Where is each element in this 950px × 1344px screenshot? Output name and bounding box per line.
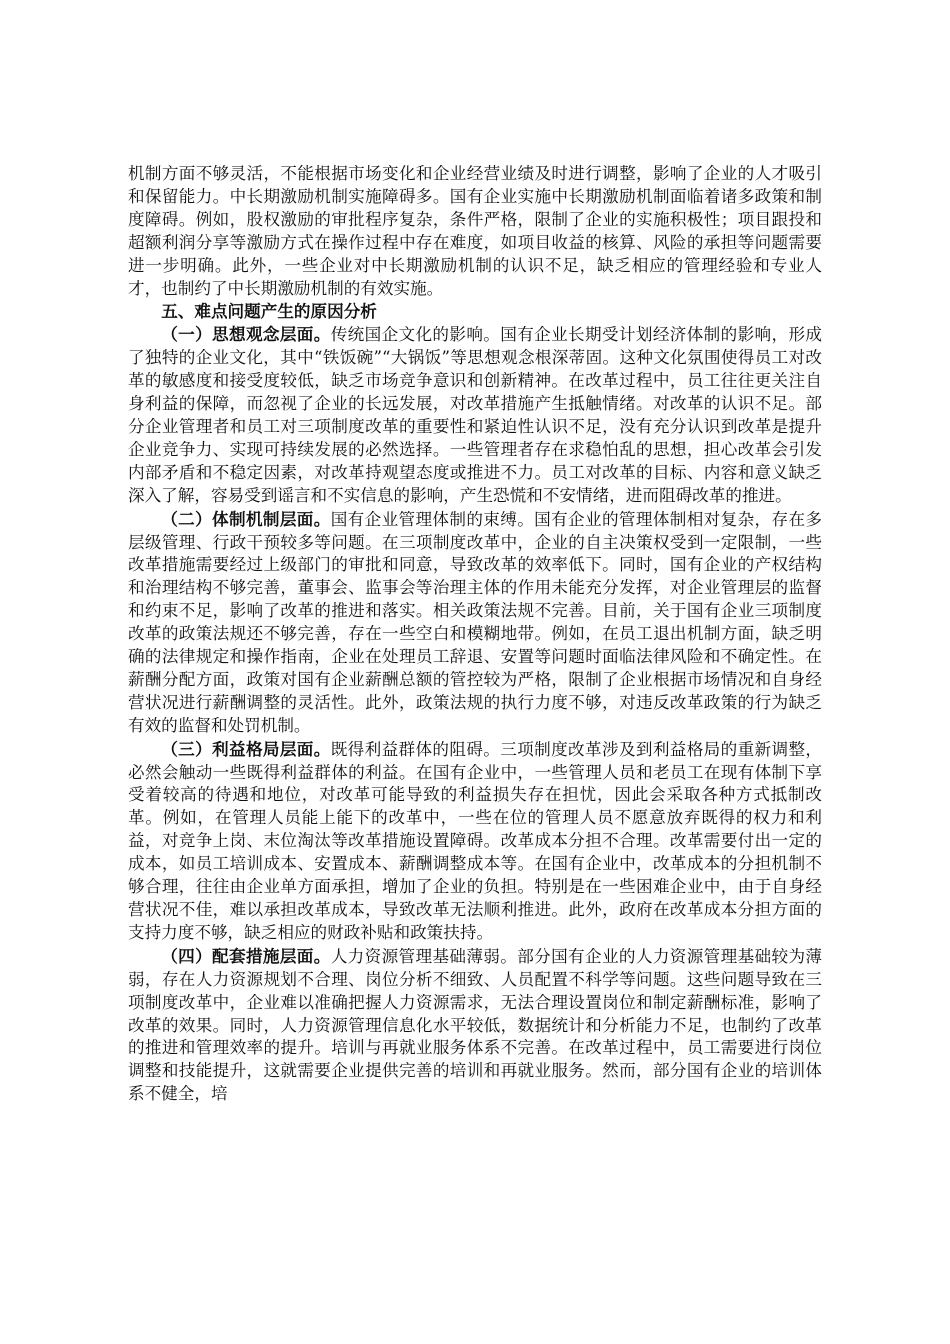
section-lead-3: （三）利益格局层面。 [161,738,331,759]
section-lead-1: （一）思想观念层面。 [161,324,331,345]
section-paragraph-1 [128,323,822,507]
section-paragraph-3 [128,738,822,945]
section-body-1: 传统国企文化的影响。国有企业长期受计划经济体制的影响，形成了独特的企业文化，其中“铁饭碗”“大锅饭”等思想观念根深蒂固。这种文化氛围使得员工对改革的敏感度和接受度较低，缺乏市场竞争意识和创新精神。在改革过程中，员工往往更关注自身利益的保障，而忽视了企业的长远发展，对改革措施产生抵触情绪。对改革的认识不足。部分企业管理者和员工对三项制度改革的重要性和紧迫性认识不足，没有充分认识到改革是提升企业竞争力、实现可持续发展的必然选择。一些管理者存在求稳怕乱的思想，担心改革会引发内部矛盾和不稳定因素，对改革持观望态度或推进不力。员工对改革的目标、内容和意义缺乏深入了解，容易受到谣言和不实信息的影响，产生恐慌和不安情绪，进而阻碍改革的推进。 [128,325,822,505]
section-body-3: 既得利益群体的阻碍。三项制度改革涉及到利益格局的重新调整，必然会触动一些既得利益群体的利益。在国有企业中，一些管理人员和老员工在现有体制下享受着较高的待遇和地位，对改革可能导致的利益损失存在担忧，因此会采取各种方式抵制改革。例如，在管理人员能上能下的改革中，一些在位的管理人员不愿意放弃既得的权力和利益，对竞争上岗、末位淘汰等改革措施设置障碍。改革成本分担不合理。改革需要付出一定的成本，如员工培训成本、安置成本、薪酬调整成本等。在国有企业中，改革成本的分担机制不够合理，往往由企业单方面承担，增加了企业的负担。特别是在一些困难企业中，由于自身经营状况不佳，难以承担改革成本，导致改革无法顺利推进。此外，政府在改革成本分担方面的支持力度不够，缺乏相应的财政补贴和政策扶持。 [128,739,822,942]
section-paragraph-4 [128,945,822,1106]
section-body-2: 国有企业管理体制的束缚。国有企业的管理体制相对复杂，存在多层级管理、行政干预较多等问题。在三项制度改革中，企业的自主决策权受到一定限制，一些改革措施需要经过上级部门的审批和同意，导致改革的效率低下。同时，国有企业的产权结构和治理结构不够完善，董事会、监事会等治理主体的作用未能充分发挥，对企业管理层的监督和约束不足，影响了改革的推进和落实。相关政策法规不完善。目前，关于国有企业三项制度改革的政策法规还不够完善，存在一些空白和模糊地带。例如，在员工退出机制方面，缺乏明确的法律规定和操作指南，企业在处理员工辞退、安置等问题时面临法律风险和不确定性。在薪酬分配方面，政策对国有企业薪酬总额的管控较为严格，限制了企业根据市场情况和自身经营状况进行薪酬调整的灵活性。此外，政策法规的执行力度不够，对违反改革政策的行为缺乏有效的监督和处罚机制。 [128,509,822,735]
section-paragraph-2 [128,508,822,738]
section-body-4: 人力资源管理基础薄弱。部分国有企业的人力资源管理基础较为薄弱，存在人力资源规划不合理、岗位分析不细致、人员配置不科学等问题。这些问题导致在三项制度改革中，企业难以准确把握人力资源需求，无法合理设置岗位和制定薪酬标准，影响了改革的效果。同时，人力资源管理信息化水平较低，数据统计和分析能力不足，也制约了改革的推进和管理效率的提升。培训与再就业服务体系不完善。在改革过程中，员工需要进行岗位调整和技能提升，这就需要企业提供完善的培训和再就业服务。然而，部分国有企业的培训体系不健全，培 [128,946,822,1104]
section-lead-2: （二）体制机制层面。 [161,508,331,529]
section-lead-4: （四）配套措施层面。 [161,945,331,966]
document-page [128,163,822,1106]
intro-paragraph: 机制方面不够灵活，不能根据市场变化和企业经营业绩及时进行调整，影响了企业的人才吸引和保留能力。中长期激励机制实施障碍多。国有企业实施中长期激励机制面临着诸多政策和制度障碍。例如，股权激励的审批程序复杂，条件严格，限制了企业的实施积极性；项目跟投和超额利润分享等激励方式在操作过程中存在难度，如项目收益的核算、风险的承担等问题需要进一步明确。此外，一些企业对中长期激励机制的认识不足，缺乏相应的管理经验和专业人才，也制约了中长期激励机制的有效实施。 [128,164,822,298]
section-heading: 五、难点问题产生的原因分析 [161,301,377,322]
